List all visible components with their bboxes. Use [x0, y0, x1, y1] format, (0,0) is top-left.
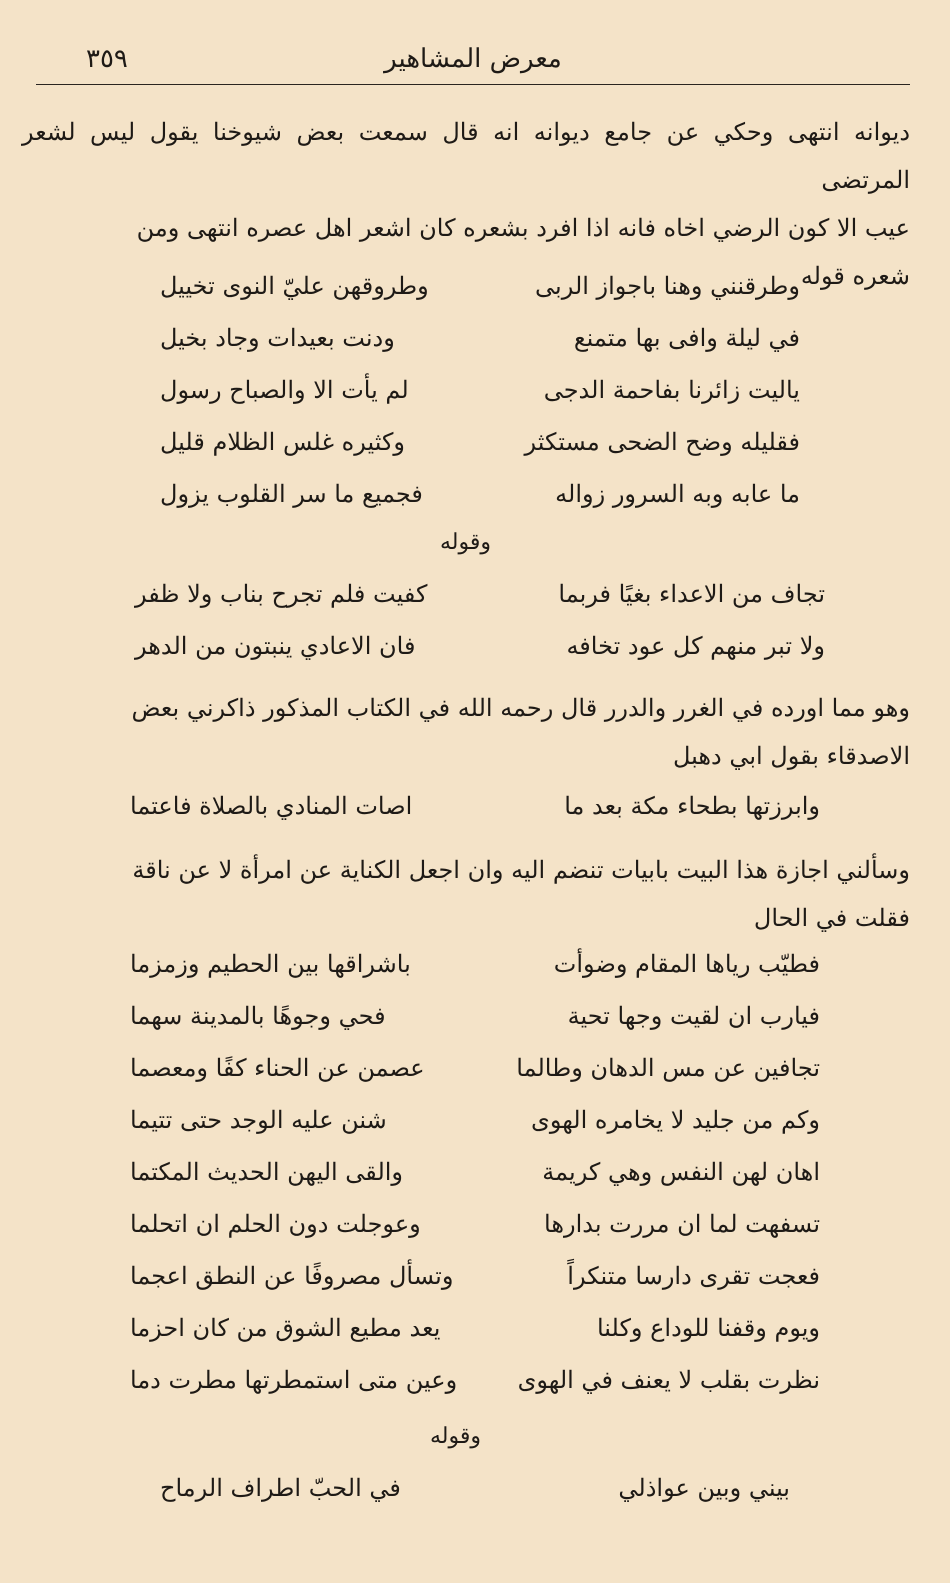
hemistich-right: فيارب ان لقيت وجها تحية — [567, 1002, 820, 1030]
hemistich-left: وعين متى استمطرتها مطرت دما — [130, 1366, 458, 1394]
hemistich-left: وتسأل مصروفًا عن النطق اعجما — [130, 1262, 454, 1290]
hemistich-right: تجافين عن مس الدهان وطالما — [516, 1054, 820, 1082]
couplet — [130, 1106, 820, 1158]
poem-4 — [160, 1474, 790, 1526]
couplet — [130, 1210, 820, 1262]
hemistich-right: بيني وبين عواذلي — [618, 1474, 790, 1502]
running-header — [38, 44, 908, 84]
couplet — [130, 1054, 820, 1106]
hemistich-left: وعوجلت دون الحلم ان اتحلما — [130, 1210, 421, 1238]
quoted-verse — [130, 792, 820, 844]
text-line: ديوانه انتهى وحكي عن جامع ديوانه انه قال سمعت بعض شيوخنا يقول ليس لشعر المرتضى — [22, 118, 911, 194]
hemistich-left: عصمن عن الحناء كفًا ومعصما — [130, 1054, 425, 1082]
hemistich-right: وكم من جليد لا يخامره الهوى — [531, 1106, 820, 1134]
hemistich-left: وطروقهن عليّ النوى تخييل — [160, 272, 429, 300]
section-label: وقوله — [440, 530, 492, 555]
hemistich-right: نظرت بقلب لا يعنف في الهوى — [517, 1366, 820, 1394]
poem-2 — [135, 580, 825, 684]
hemistich-right: وابرزتها بطحاء مكة بعد ما — [564, 792, 820, 820]
hemistich-right: اهان لهن النفس وهي كريمة — [542, 1158, 820, 1186]
poem-3 — [130, 950, 820, 1418]
couplet — [160, 480, 800, 532]
couplet — [135, 580, 825, 632]
text-line: شعره قوله — [800, 262, 910, 290]
poem-1 — [160, 272, 800, 532]
hemistich-left: فجميع ما سر القلوب يزول — [160, 480, 423, 508]
couplet — [160, 324, 800, 376]
couplet — [160, 272, 800, 324]
hemistich-right: فقليله وضح الضحى مستكثر — [524, 428, 800, 456]
hemistich-left: اصات المنادي بالصلاة فاعتما — [130, 792, 413, 820]
hemistich-left: فان الاعادي ينبتون من الدهر — [135, 632, 416, 660]
page-number: ٣٥٩ — [86, 44, 128, 74]
paragraph-2 — [22, 684, 910, 780]
couplet — [130, 1366, 820, 1418]
hemistich-right: تسفهت لما ان مررت بدارها — [544, 1210, 820, 1238]
hemistich-left: يعد مطيع الشوق من كان احزما — [130, 1314, 441, 1342]
hemistich-left: فحي وجوهًا بالمدينة سهما — [130, 1002, 386, 1030]
hemistich-right: ولا تبر منهم كل عود تخافه — [566, 632, 825, 660]
couplet — [160, 376, 800, 428]
couplet — [160, 428, 800, 480]
header-rule — [36, 84, 910, 85]
running-title: معرض المشاهير — [384, 44, 562, 74]
couplet — [130, 1314, 820, 1366]
hemistich-left: كفيت فلم تجرح بناب ولا ظفر — [135, 580, 428, 608]
hemistich-left: والقى اليهن الحديث المكتما — [130, 1158, 404, 1186]
paragraph-3 — [22, 846, 910, 942]
couplet — [135, 632, 825, 684]
hemistich-right: ويوم وقفنا للوداع وكلنا — [596, 1314, 820, 1342]
hemistich-left: ودنت بعيدات وجاد بخيل — [160, 324, 395, 352]
text-line: عيب الا كون الرضي اخاه فانه اذا افرد بشعره كان اشعر اهل عصره انتهى ومن — [136, 214, 910, 242]
hemistich-right: تجاف من الاعداء بغيًا فربما — [558, 580, 825, 608]
couplet — [130, 1262, 820, 1314]
text-line: الاصدقاء بقول ابي دهبل — [672, 742, 910, 770]
couplet — [130, 1158, 820, 1210]
hemistich-right: فطيّب رياها المقام وضوأت — [553, 950, 820, 978]
hemistich-right: ياليت زائرنا بفاحمة الدجى — [543, 376, 800, 404]
hemistich-left: وكثيره غلس الظلام قليل — [160, 428, 405, 456]
hemistich-right: ما عابه وبه السرور زواله — [555, 480, 800, 508]
couplet — [130, 792, 820, 844]
hemistich-left: شنن عليه الوجد حتى تتيما — [130, 1106, 387, 1134]
hemistich-right: وطرقنني وهنا باجواز الربى — [535, 272, 800, 300]
text-line: وسألني اجازة هذا البيت بابيات تنضم اليه وان اجعل الكناية عن امرأة لا عن ناقة — [132, 856, 910, 884]
hemistich-left: باشراقها بين الحطيم وزمزما — [130, 950, 411, 978]
hemistich-right: في ليلة وافى بها متمنع — [573, 324, 800, 352]
section-label: وقوله — [430, 1424, 482, 1449]
hemistich-left: لم يأت الا والصباح رسول — [160, 376, 409, 404]
couplet — [130, 950, 820, 1002]
hemistich-left: في الحبّ اطراف الرماح — [160, 1474, 401, 1502]
hemistich-right: فعجت تقرى دارسا متنكراً — [567, 1262, 820, 1290]
couplet — [130, 1002, 820, 1054]
couplet — [160, 1474, 790, 1526]
text-line: فقلت في الحال — [753, 904, 910, 932]
text-line: وهو مما اورده في الغرر والدرر قال رحمه الله في الكتاب المذكور ذاكرني بعض — [131, 694, 910, 722]
